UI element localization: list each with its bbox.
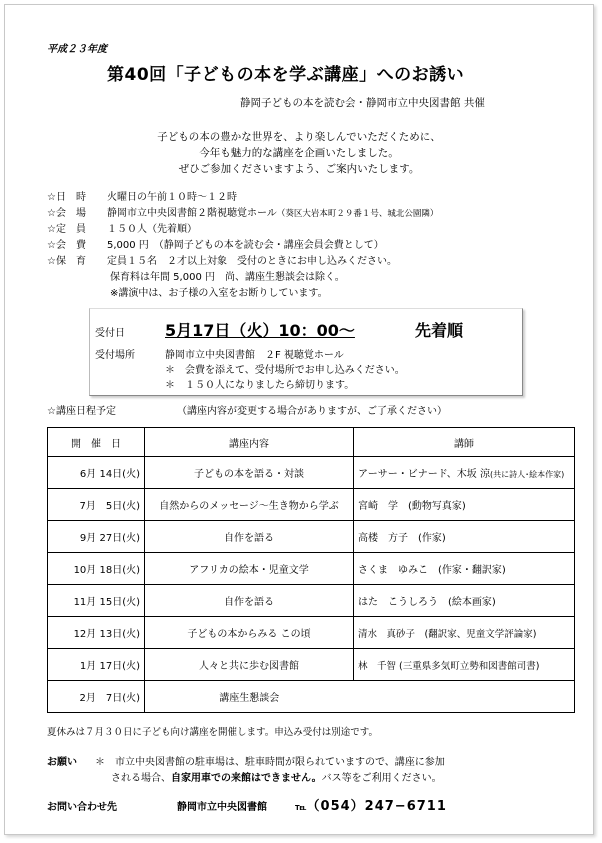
column-header-date: 開 催 日 xyxy=(48,428,145,457)
lecturer-name: アーサー・ビナード、木坂 涼 xyxy=(358,469,490,480)
request-line-2 xyxy=(111,769,442,784)
info-label: ☆定 員 xyxy=(47,224,86,235)
first-come-label: 先着順 xyxy=(415,321,464,340)
session-lecturer: さくま ゆみこ (作家・翻訳家) xyxy=(354,553,575,585)
session-lecturer: 林 千智 (三重県多気町立勢和図書館司書) xyxy=(354,649,575,681)
session-topic: 人々と共に歩む図書館 xyxy=(145,649,354,681)
session-date: 7月 5日(火) xyxy=(48,489,145,521)
table-header-row xyxy=(48,428,575,457)
info-value: 火曜日の午前１０時～１２時 xyxy=(107,192,237,203)
session-lecturer: 宮崎 学 (動物写真家) xyxy=(354,489,575,521)
info-value: 定員１５名 ２才以上対象 受付のときにお申し込みください。 xyxy=(107,256,397,267)
session-date: 1月 17日(火) xyxy=(48,649,145,681)
phone-number: （054）247−6711 xyxy=(306,799,447,814)
info-label: ☆日 時 xyxy=(47,192,86,203)
info-venue xyxy=(47,204,438,219)
schedule-table xyxy=(47,427,575,713)
column-header-topic: 講座内容 xyxy=(145,428,354,457)
phone-icon: ℡ xyxy=(295,803,307,813)
session-date: 10月 18日(火) xyxy=(48,553,145,585)
table-row xyxy=(48,681,575,713)
session-date: 9月 27日(火) xyxy=(48,521,145,553)
registration-date-label: 受付日 xyxy=(95,328,125,339)
session-date: 12月 13日(火) xyxy=(48,617,145,649)
session-topic: 子どもの本からみる この頃 xyxy=(145,617,354,649)
session-date: 2月 7日(火) xyxy=(48,681,145,713)
registration-place-label: 受付場所 xyxy=(95,350,135,361)
registration-date: 5月17日（火）10：00～ xyxy=(165,321,355,340)
session-lecturer: 清水 真砂子 (翻訳家、児童文学評論家) xyxy=(354,617,575,649)
table-row xyxy=(48,553,575,585)
session-topic: 講座生懇談会 xyxy=(145,681,354,713)
intro-line-2: 今年も魅力的な講座を企画いたしました。 xyxy=(199,147,399,159)
info-label: ☆会 場 xyxy=(47,208,86,219)
schedule-note: （講座内容が変更する場合がありますが、ご了承ください） xyxy=(177,406,447,417)
contact-organization: 静岡市立中央図書館 xyxy=(177,802,267,813)
table-row xyxy=(48,617,575,649)
flyer-title: 第40回「子どもの本を学ぶ講座」へのお誘い xyxy=(107,65,465,85)
info-value: 静岡市立中央図書館２階視聴覚ホール xyxy=(107,208,277,219)
info-fee xyxy=(47,236,384,251)
table-row xyxy=(48,457,575,489)
info-value: １５０人（先着順） xyxy=(107,224,197,235)
intro-line-3: ぜひご参加くださいますよう、ご案内いたします。 xyxy=(178,163,420,175)
info-childcare xyxy=(47,252,397,267)
session-topic: 自作を語る xyxy=(145,521,354,553)
session-topic: 自然からのメッセージ～生き物から学ぶ xyxy=(145,489,354,521)
summer-note: 夏休みは７月３０日に子ども向け講座を開催します。申込み受付は別途です。 xyxy=(47,727,378,738)
fiscal-year: 平成２３年度 xyxy=(47,44,107,55)
session-topic: 自作を語る xyxy=(145,585,354,617)
intro-line-1: 子どもの本の豊かな世界を、より楽しんでいただくために、 xyxy=(157,131,441,143)
table-row xyxy=(48,489,575,521)
request-label: お願い xyxy=(47,757,77,768)
session-lecturer: はた こうしろう (絵本画家) xyxy=(354,585,575,617)
session-lecturer xyxy=(354,457,575,489)
info-value: 5,000 円 （静岡子どもの本を読む会・講座会員会費として） xyxy=(107,240,384,251)
venue-address: （葵区大岩本町２９番１号、城北公園隣） xyxy=(276,209,439,219)
info-datetime xyxy=(47,188,237,203)
childcare-fee: 保育料は年間 5,000 円 尚、講座生懇談会は除く。 xyxy=(110,272,345,283)
session-topic: アフリカの絵本・児童文学 xyxy=(145,553,354,585)
request-line-1: ＊ 市立中央図書館の駐車場は、駐車時間が限られていますので、講座に参加 xyxy=(95,757,445,768)
table-row xyxy=(48,649,575,681)
session-lecturer xyxy=(354,681,575,713)
no-car-warning: 自家用車での来館はできません。 xyxy=(171,773,322,784)
lecturer-note: (共に詩人･絵本作家) xyxy=(489,470,565,479)
registration-note-1: ＊ 会費を添えて、受付場所でお申し込みください。 xyxy=(165,365,405,376)
session-lecturer: 高楼 方子 (作家) xyxy=(354,521,575,553)
table-row xyxy=(48,521,575,553)
session-date: 6月 14日(火) xyxy=(48,457,145,489)
flyer-page xyxy=(4,4,594,835)
schedule-heading: ☆講座日程予定 xyxy=(47,406,116,417)
session-date: 11月 15日(火) xyxy=(48,585,145,617)
host-organizations: 静岡子どもの本を読む会・静岡市立中央図書館 共催 xyxy=(240,97,485,109)
session-topic: 子どもの本を語る・対談 xyxy=(145,457,354,489)
contact-label: お問い合わせ先 xyxy=(47,802,117,813)
request-line-2c: バス等をご利用ください。 xyxy=(321,773,442,784)
info-label: ☆保 育 xyxy=(47,256,86,267)
table-row xyxy=(48,585,575,617)
column-header-lecturer: 講師 xyxy=(354,428,575,457)
childcare-notice: ※講演中は、お子様の入室をお断りしています。 xyxy=(110,288,328,299)
request-line-2a: される場合、 xyxy=(111,773,171,784)
registration-note-2: ＊ １５０人になりましたら締切ります。 xyxy=(165,380,355,391)
contact-phone xyxy=(295,795,447,814)
info-capacity xyxy=(47,220,197,235)
registration-place: 静岡市立中央図書館 ２F 視聴覚ホール xyxy=(165,350,344,361)
info-label: ☆会 費 xyxy=(47,240,86,251)
